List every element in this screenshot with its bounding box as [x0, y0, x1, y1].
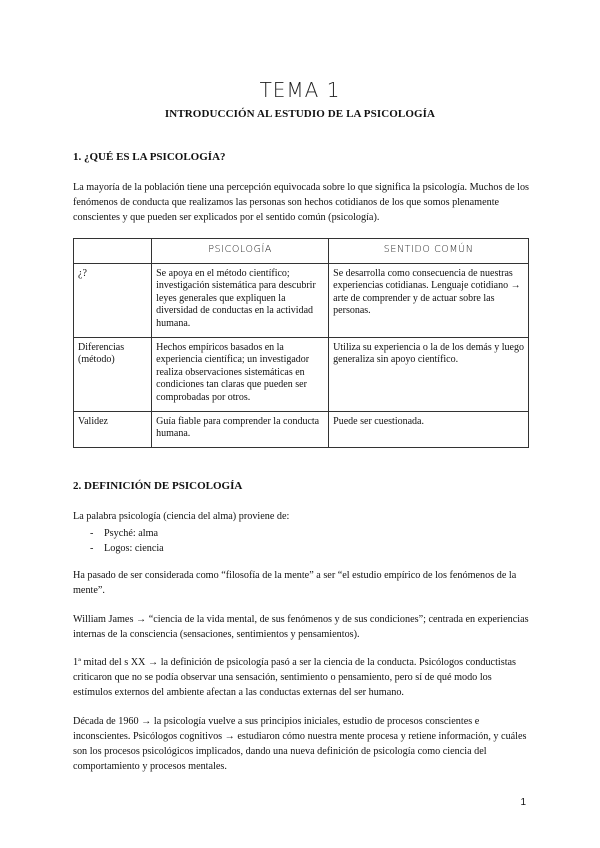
table-header-empty: [74, 239, 152, 264]
section-1-heading: 1. ¿QUÉ ES LA PSICOLOGÍA?: [73, 151, 226, 163]
table-header-sentido-comun: SENTIDO COMÚN: [329, 239, 529, 264]
paragraph-william-james: William James → “ciencia de la vida mental, de sus fenómenos y de sus condiciones”; centrada en experiencias internas de la consciencia (sensaciones, sentimientos y pensamientos).: [73, 614, 529, 640]
paragraph-siglo-xx: 1ª mitad del s XX → la definición de psicología pasó a ser la ciencia de la conducta. Psicólogos conductistas criticaron que no se podía observar una sensación, sentimiento o pensamiento, pero sí de qué modo los estímulos externos del ambiente afectan a las conductas externas del ser humano.: [73, 657, 517, 698]
cell-sentido-comun: Utiliza su experiencia o la de los demás y luego generaliza sin apoyo científico.: [329, 337, 529, 411]
cell-psicologia: Hechos empíricos basados en la experiencia científica; un investigador realiza observaciones sistemáticas en condiciones tan claras que pueden ser comprobadas por otros.: [152, 337, 329, 411]
etymology-list: [90, 526, 164, 556]
table-header-row: [74, 239, 529, 264]
list-item: - Psyché: alma: [90, 528, 159, 539]
table-row: [74, 263, 529, 337]
table-header-psicologia: PSICOLOGÍA: [152, 239, 329, 264]
row-label: ¿?: [74, 263, 152, 337]
row-label: Validez: [74, 411, 152, 447]
section-1-intro: La mayoría de la población tiene una percepción equivocada sobre lo que significa la psicología. Muchos de los fenómenos de conducta que realizamos las personas son hechos cotidianos de los que somos plenamente conscientes y que pueden ser explicados por el sentido común (psicología).: [73, 182, 530, 223]
paragraph-1960: Década de 1960 → la psicología vuelve a sus principios iniciales, estudio de procesos conscientes e inconscientes. Psicólogos cognitivos → estudiaron cómo nuestra mente procesa y retiene información, y cuáles son los procesos psicológicos implicados, dando una nueva definición de psicología como ciencia del comportamiento y procesos mentales.: [73, 716, 527, 772]
table-row: [74, 337, 529, 411]
cell-sentido-comun: Puede ser cuestionada.: [329, 411, 529, 447]
paragraph-filosofia: Ha pasado de ser considerada como “filosofía de la mente” a ser “el estudio empírico de los fenómenos de la mente”.: [73, 570, 517, 596]
section-2-heading: 2. DEFINICIÓN DE PSICOLOGÍA: [73, 480, 243, 492]
table-row: [74, 411, 529, 447]
row-label: Diferencias (método): [74, 337, 152, 411]
comparison-table: [73, 238, 529, 448]
cell-sentido-comun: Se desarrolla como consecuencia de nuestras experiencias cotidianas. Lenguaje cotidiano → arte de comprender y de actuar sobre las personas.: [329, 263, 529, 337]
document-subtitle: INTRODUCCIÓN AL ESTUDIO DE LA PSICOLOGÍA: [164, 108, 436, 120]
cell-psicologia: Guía fiable para comprender la conducta humana.: [152, 411, 329, 447]
section-2-origin: La palabra psicología (ciencia del alma) proviene de:: [73, 511, 290, 522]
cell-psicologia: Se apoya en el método científico; investigación sistemática para descubrir leyes generales que expliquen la diversidad de conductas en la actividad humana.: [152, 263, 329, 337]
document-title: TEMA 1: [259, 78, 341, 102]
page-number: 1: [520, 797, 526, 808]
list-item: - Logos: ciencia: [90, 543, 164, 554]
